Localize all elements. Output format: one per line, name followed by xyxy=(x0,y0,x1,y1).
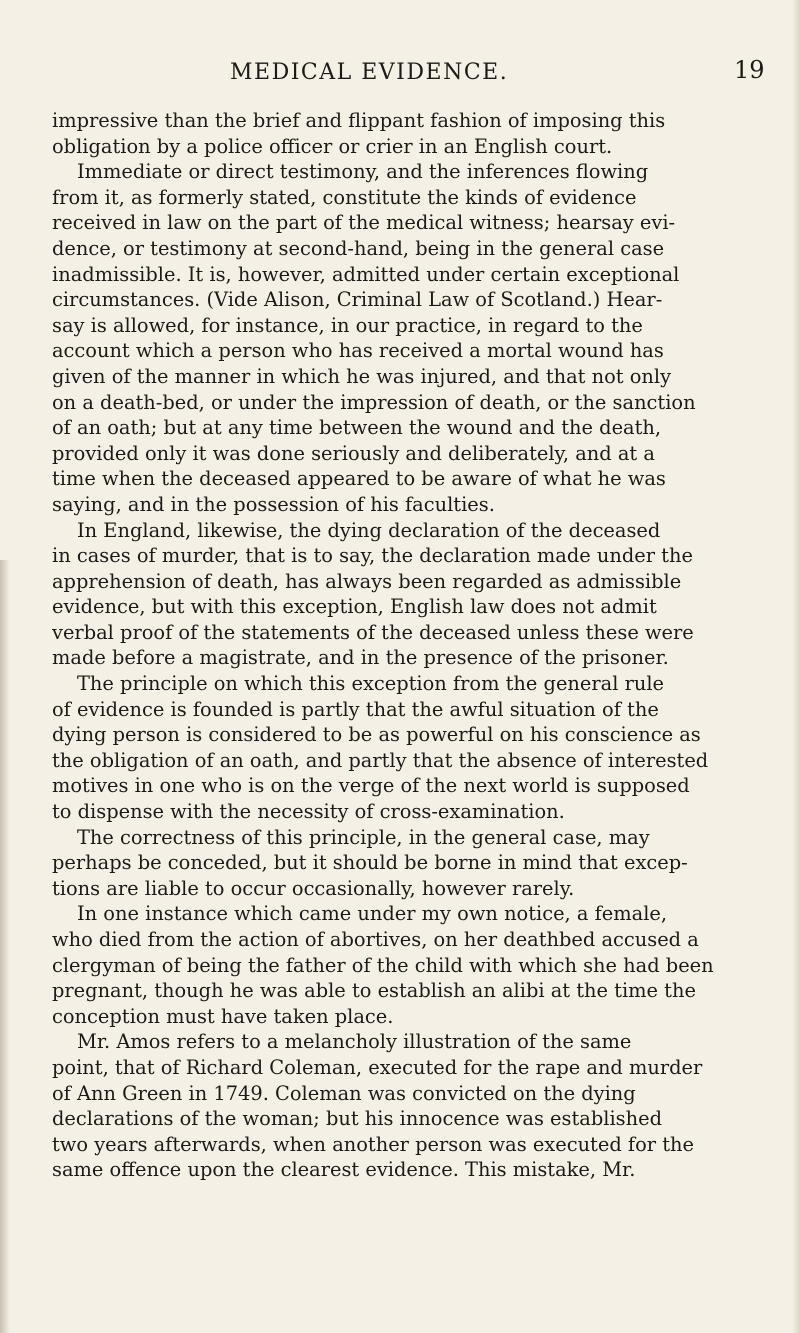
text-line: who died from the action of abortives, on her deathbed accused a xyxy=(52,928,699,951)
text-line: In one instance which came under my own notice, a female, xyxy=(77,902,668,926)
page-edge-shadow-right xyxy=(792,0,800,1333)
text-line: given of the manner in which he was injured, and that not only xyxy=(52,364,672,388)
page-header xyxy=(0,56,800,96)
text-line: dence, or testimony at second-hand, being in the general case xyxy=(52,236,665,260)
text-line: in cases of murder, that is to say, the declaration made under the xyxy=(52,544,693,568)
text-line: of an oath; but at any time between the wound and the death, xyxy=(52,416,662,440)
text-line: perhaps be conceded, but it should be borne in mind that excep- xyxy=(52,851,688,875)
text-line: time when the deceased appeared to be aware of what he was xyxy=(52,467,666,491)
text-line: The principle on which this exception from the general rule xyxy=(77,672,665,696)
page-number: 19 xyxy=(734,56,765,84)
text-line: dying person is considered to be as powerful on his conscience as xyxy=(52,723,701,747)
text-line: impressive than the brief and flippant fashion of imposing this xyxy=(52,109,666,132)
text-line: clergyman of being the father of the child with which she had been xyxy=(52,953,714,977)
text-line: two years afterwards, when another person was executed for the xyxy=(52,1132,694,1156)
text-line: say is allowed, for instance, in our practice, in regard to the xyxy=(52,313,643,337)
text-line: pregnant, though he was able to establish an alibi at the time the xyxy=(52,979,696,1003)
text-line: same offence upon the clearest evidence. This mistake, Mr. xyxy=(52,1158,636,1182)
text-line: on a death-bed, or under the impression of death, or the sanction xyxy=(52,390,696,414)
text-line: In England, likewise, the dying declaration of the deceased xyxy=(77,518,661,542)
text-line: of Ann Green in 1749. Coleman was convicted on the dying xyxy=(52,1081,636,1105)
text-line: inadmissible. It is, however, admitted under certain exceptional xyxy=(52,262,680,286)
text-line: Mr. Amos refers to a melancholy illustration of the same xyxy=(77,1030,632,1054)
text-line: obligation by a police officer or crier in an English court. xyxy=(52,134,613,158)
text-line: received in law on the part of the medical witness; hearsay evi- xyxy=(52,211,676,235)
text-line: apprehension of death, has always been regarded as admissible xyxy=(52,569,682,593)
text-line: evidence, but with this exception, English law does not admit xyxy=(52,595,657,619)
text-line: tions are liable to occur occasionally, however rarely. xyxy=(52,876,575,900)
text-line: provided only it was done seriously and deliberately, and at a xyxy=(52,441,655,465)
text-line: circumstances. (Vide Alison, Criminal Law of Scotland.) Hear- xyxy=(52,288,663,312)
text-line: from it, as formerly stated, constitute the kinds of evidence xyxy=(52,185,637,209)
running-title: MEDICAL EVIDENCE. xyxy=(230,60,509,85)
text-line: point, that of Richard Coleman, executed for the rape and murder xyxy=(52,1055,703,1079)
text-line: made before a magistrate, and in the presence of the prisoner. xyxy=(52,646,669,670)
text-line: motives in one who is on the verge of the next world is supposed xyxy=(52,774,690,798)
text-line: of evidence is founded is partly that the awful situation of the xyxy=(52,697,659,721)
text-line: The correctness of this principle, in the general case, may xyxy=(77,825,650,849)
text-line: verbal proof of the statements of the deceased unless these were xyxy=(52,620,694,644)
text-line: declarations of the woman; but his innocence was established xyxy=(52,1107,662,1131)
body-text xyxy=(52,108,764,1183)
text-line: to dispense with the necessity of cross-examination. xyxy=(52,800,565,824)
text-line: account which a person who has received a mortal wound has xyxy=(52,339,664,363)
text-line: the obligation of an oath, and partly that the absence of interested xyxy=(52,748,709,772)
page-edge-shadow xyxy=(0,560,10,1333)
text-line: Immediate or direct testimony, and the inferences flowing xyxy=(77,160,649,184)
text-line: saying, and in the possession of his faculties. xyxy=(52,492,495,516)
text-line: conception must have taken place. xyxy=(52,1004,394,1028)
